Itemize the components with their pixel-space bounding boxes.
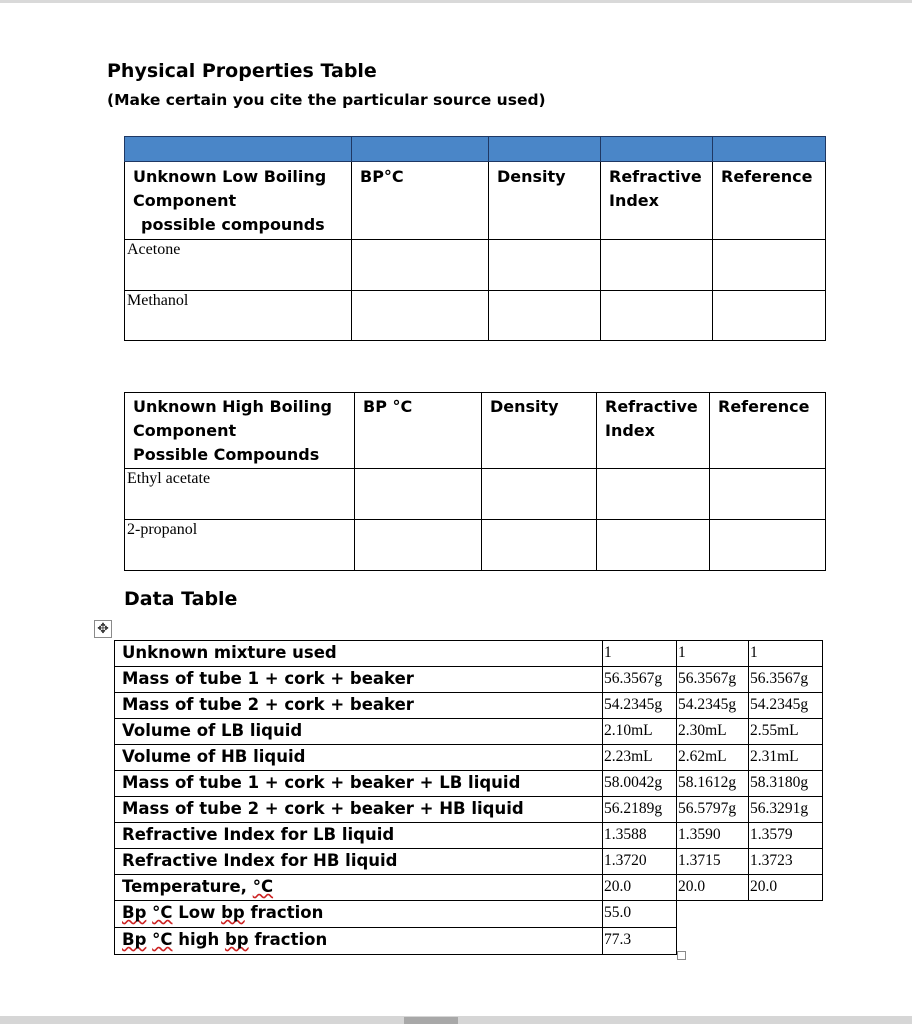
low-boiling-table (124, 136, 826, 341)
reference-header-cell[interactable]: Reference (710, 393, 826, 469)
data-value-cell[interactable]: 56.3567g (749, 667, 823, 693)
data-label-cell[interactable]: Unknown mixture used (115, 641, 603, 667)
data-table (114, 640, 823, 955)
empty-cell (677, 901, 749, 928)
data-label-cell[interactable]: Volume of HB liquid (115, 745, 603, 771)
refractive-index-cell[interactable] (601, 291, 713, 341)
data-value-cell[interactable]: 56.3567g (677, 667, 749, 693)
data-table-title: Data Table (124, 588, 238, 610)
data-label-cell[interactable]: Volume of LB liquid (115, 719, 603, 745)
table-header-band (125, 137, 826, 162)
label-header-cell[interactable]: Unknown High Boiling Component Possible Compounds (125, 393, 355, 469)
bp-cell[interactable] (355, 520, 482, 571)
bp-cell[interactable] (355, 469, 482, 520)
reference-header-cell[interactable]: Reference (713, 162, 826, 240)
table-row (125, 291, 826, 341)
data-value-cell[interactable]: 2.31mL (749, 745, 823, 771)
data-value-cell[interactable]: 2.55mL (749, 719, 823, 745)
table-row (115, 641, 823, 667)
table-row (115, 823, 823, 849)
compound-cell[interactable]: Methanol (125, 291, 352, 341)
data-value-cell[interactable]: 20.0 (603, 875, 677, 901)
table-row (125, 469, 826, 520)
compound-cell[interactable]: Ethyl acetate (125, 469, 355, 520)
compound-cell[interactable]: Acetone (125, 240, 352, 291)
label-header-cell[interactable]: Unknown Low Boiling Component possible compounds (125, 162, 352, 240)
data-value-cell[interactable]: 1 (749, 641, 823, 667)
refractive-index-cell[interactable] (597, 520, 710, 571)
data-label-cell[interactable]: Refractive Index for HB liquid (115, 849, 603, 875)
page-subtitle: (Make certain you cite the particular source used) (107, 91, 546, 109)
window-top-border (0, 0, 912, 3)
table-row (115, 901, 823, 928)
table-row (115, 849, 823, 875)
data-value-cell[interactable]: 1 (677, 641, 749, 667)
data-value-cell[interactable]: 77.3 (603, 928, 677, 955)
data-value-cell[interactable]: 1.3588 (603, 823, 677, 849)
data-value-cell[interactable]: 2.30mL (677, 719, 749, 745)
move-handle-icon[interactable]: ✥ (94, 620, 112, 638)
data-value-cell[interactable]: 20.0 (677, 875, 749, 901)
data-label-cell[interactable]: Bp °C high bp fraction (115, 928, 603, 955)
data-value-cell[interactable]: 1.3715 (677, 849, 749, 875)
reference-cell[interactable] (713, 291, 826, 341)
bp-cell[interactable] (352, 240, 489, 291)
data-value-cell[interactable]: 56.2189g (603, 797, 677, 823)
data-value-cell[interactable]: 1.3723 (749, 849, 823, 875)
data-value-cell[interactable]: 56.3567g (603, 667, 677, 693)
refractive-index-cell[interactable] (601, 240, 713, 291)
table-row (115, 693, 823, 719)
density-cell[interactable] (489, 291, 601, 341)
table-header-row (125, 393, 826, 469)
density-cell[interactable] (482, 469, 597, 520)
reference-cell[interactable] (713, 240, 826, 291)
data-label-cell[interactable]: Bp °C Low bp fraction (115, 901, 603, 928)
data-value-cell[interactable]: 2.10mL (603, 719, 677, 745)
bp-header-cell[interactable]: BP°C (352, 162, 489, 240)
data-label-cell[interactable]: Temperature, °C (115, 875, 603, 901)
data-value-cell[interactable]: 54.2345g (603, 693, 677, 719)
data-value-cell[interactable]: 2.23mL (603, 745, 677, 771)
table-row (115, 745, 823, 771)
bp-header-cell[interactable]: BP °C (355, 393, 482, 469)
data-label-cell[interactable]: Mass of tube 1 + cork + beaker (115, 667, 603, 693)
density-header-cell[interactable]: Density (489, 162, 601, 240)
table-row (125, 520, 826, 571)
data-value-cell[interactable]: 58.3180g (749, 771, 823, 797)
data-value-cell[interactable]: 58.0042g (603, 771, 677, 797)
data-value-cell[interactable]: 20.0 (749, 875, 823, 901)
data-value-cell[interactable]: 1 (603, 641, 677, 667)
table-row (115, 875, 823, 901)
refractive-index-cell[interactable] (597, 469, 710, 520)
density-cell[interactable] (489, 240, 601, 291)
table-row (115, 797, 823, 823)
data-label-cell[interactable]: Mass of tube 2 + cork + beaker (115, 693, 603, 719)
data-value-cell[interactable]: 1.3720 (603, 849, 677, 875)
data-value-cell[interactable]: 56.5797g (677, 797, 749, 823)
density-header-cell[interactable]: Density (482, 393, 597, 469)
page-title: Physical Properties Table (107, 60, 377, 82)
bp-cell[interactable] (352, 291, 489, 341)
data-value-cell[interactable]: 55.0 (603, 901, 677, 928)
empty-cell (677, 928, 749, 955)
reference-cell[interactable] (710, 520, 826, 571)
resize-handle-icon[interactable] (677, 951, 686, 960)
density-cell[interactable] (482, 520, 597, 571)
table-row (115, 771, 823, 797)
data-label-cell[interactable]: Refractive Index for LB liquid (115, 823, 603, 849)
scrollbar-thumb[interactable] (404, 1017, 458, 1024)
table-row (125, 240, 826, 291)
data-label-cell[interactable]: Mass of tube 1 + cork + beaker + LB liquid (115, 771, 603, 797)
data-label-cell[interactable]: Mass of tube 2 + cork + beaker + HB liquid (115, 797, 603, 823)
data-value-cell[interactable]: 1.3590 (677, 823, 749, 849)
reference-cell[interactable] (710, 469, 826, 520)
data-value-cell[interactable]: 54.2345g (677, 693, 749, 719)
data-value-cell[interactable]: 58.1612g (677, 771, 749, 797)
table-header-row (125, 162, 826, 240)
table-row (115, 928, 823, 955)
data-value-cell[interactable]: 1.3579 (749, 823, 823, 849)
refractive-index-header-cell[interactable]: Refractive Index (601, 162, 713, 240)
high-boiling-table (124, 392, 826, 571)
refractive-index-header-cell[interactable]: Refractive Index (597, 393, 710, 469)
empty-cell (749, 901, 823, 928)
empty-cell (749, 928, 823, 955)
data-value-cell[interactable]: 56.3291g (749, 797, 823, 823)
table-row (115, 719, 823, 745)
data-value-cell[interactable]: 54.2345g (749, 693, 823, 719)
data-value-cell[interactable]: 2.62mL (677, 745, 749, 771)
table-row (115, 667, 823, 693)
compound-cell[interactable]: 2-propanol (125, 520, 355, 571)
